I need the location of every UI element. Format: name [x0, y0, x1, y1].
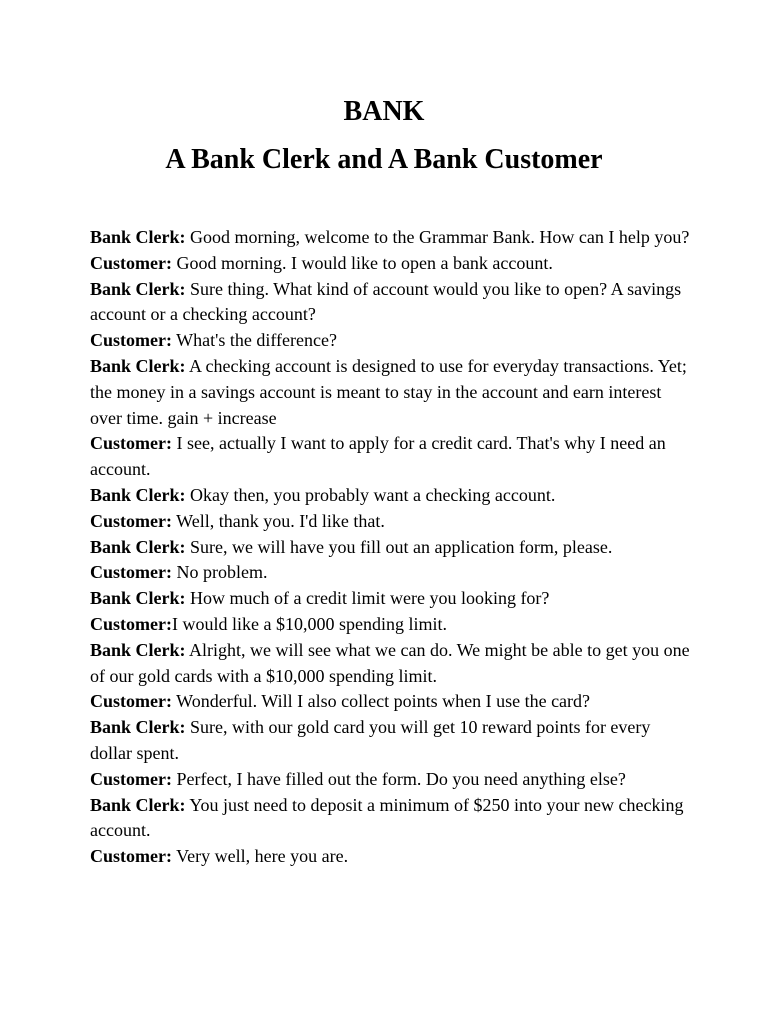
speaker-name: Customer:	[90, 691, 172, 712]
dialogue-line	[90, 225, 690, 251]
dialogue-line	[90, 715, 690, 767]
dialogue-line	[90, 535, 690, 561]
speaker-name: Bank Clerk:	[90, 484, 186, 505]
line-text: Alright, we will see what we can do. We might be able to get you one of our gold cards with a $10,000 spending limit.	[90, 639, 690, 686]
speaker-name: Customer:	[90, 433, 172, 454]
speaker-name: Customer:	[90, 768, 172, 789]
dialogue	[90, 225, 690, 870]
dialogue-line	[90, 638, 690, 690]
dialogue-line	[90, 560, 690, 586]
line-text: Well, thank you. I'd like that.	[171, 510, 385, 531]
dialogue-line	[90, 251, 690, 277]
line-text: Sure thing. What kind of account would you like to open? A savings account or a checking account?	[90, 278, 682, 325]
line-text: Good morning, welcome to the Grammar Bank. How can I help you?	[185, 227, 690, 247]
speaker-name: Bank Clerk:	[90, 639, 186, 660]
line-text: I would like a $10,000 spending limit.	[171, 613, 447, 634]
speaker-name: Bank Clerk:	[90, 536, 186, 557]
dialogue-line	[90, 328, 690, 354]
speaker-name: Customer:	[90, 252, 172, 273]
document-subtitle: A Bank Clerk and A Bank Customer	[165, 144, 603, 175]
dialogue-line	[90, 689, 690, 715]
speaker-name: Bank Clerk:	[90, 278, 186, 299]
speaker-name: Bank Clerk:	[90, 355, 186, 376]
speaker-name: Bank Clerk:	[90, 794, 186, 815]
line-text: Okay then, you probably want a checking account.	[185, 484, 556, 505]
line-text: You just need to deposit a minimum of $250 into your new checking account.	[90, 794, 684, 841]
dialogue-line	[90, 612, 690, 638]
line-text: No problem.	[171, 562, 268, 583]
speaker-name: Customer:	[90, 510, 172, 531]
line-text: Good morning. I would like to open a bank account.	[171, 252, 553, 273]
speaker-name: Customer:	[90, 330, 172, 351]
speaker-name: Bank Clerk:	[90, 588, 186, 609]
dialogue-line	[90, 431, 690, 483]
dialogue-line	[90, 767, 690, 793]
speaker-name: Customer:	[90, 613, 172, 634]
dialogue-line	[90, 509, 690, 535]
dialogue-line	[90, 483, 690, 509]
line-text: Very well, here you are.	[171, 846, 349, 867]
line-text: I see, actually I want to apply for a credit card. That's why I need an account.	[90, 433, 666, 480]
speaker-name: Bank Clerk:	[90, 227, 186, 247]
dialogue-line	[90, 793, 690, 845]
speaker-name: Customer:	[90, 562, 172, 583]
line-text: What's the difference?	[171, 330, 337, 351]
line-text: Wonderful. Will I also collect points when I use the card?	[171, 691, 591, 712]
speaker-name: Customer:	[90, 846, 172, 867]
line-text: How much of a credit limit were you looking for?	[185, 588, 550, 609]
dialogue-line	[90, 354, 690, 431]
line-text: Sure, we will have you fill out an application form, please.	[185, 536, 613, 557]
dialogue-line	[90, 586, 690, 612]
document-title: BANK	[343, 96, 425, 127]
speaker-name: Bank Clerk:	[90, 717, 186, 738]
dialogue-line	[90, 844, 690, 870]
line-text: Sure, with our gold card you will get 10 reward points for every dollar spent.	[90, 717, 651, 763]
line-text: A checking account is designed to use for everyday transactions. Yet; the money in a savings account is meant to stay in the account and earn interest over time. gain + increase	[90, 355, 687, 428]
line-text: Perfect, I have filled out the form. Do you need anything else?	[171, 768, 626, 789]
dialogue-line	[90, 277, 690, 329]
